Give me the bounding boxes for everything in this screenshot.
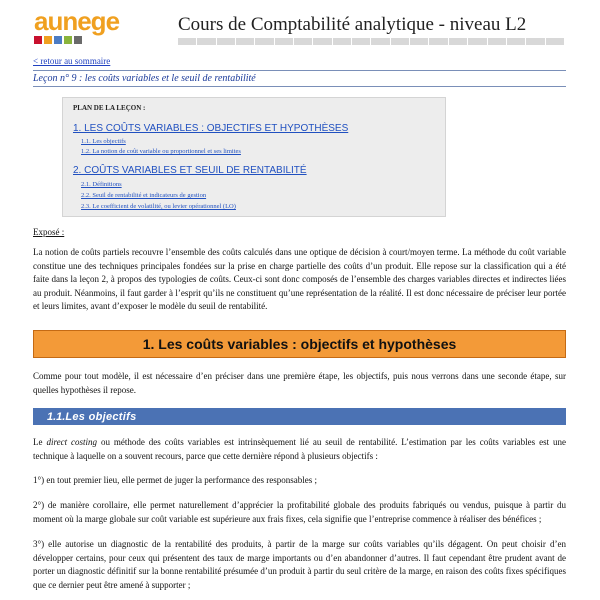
objective-2: 2°) de manière corollaire, elle permet naturellement d’apprécier la profitabilité globale des produits fabriqués ou vendus, puisque à partir du moment où la marge globale sur coût variable est supérieure aux frais fixes, cela signifie que l’entreprise commence à réaliser des bénéfices ; <box>33 500 566 524</box>
page-header <box>0 0 600 50</box>
header-decorative-bar <box>178 38 564 45</box>
expose-label: Exposé : <box>33 227 65 237</box>
direct-costing-prefix: Le <box>33 437 47 447</box>
logo-square <box>74 36 82 44</box>
objective-3: 3°) elle autorise un diagnostic de la rentabilité des produits, à partir de la marge sur coûts variables qu’ils dégagent. On peut choisir d’en développer certains, pour ceux qui présentent des taux de marge importants ou d’en abandonner d’autres. Il faut cependant être prudent avant de porter un diagnostic définitif sur la bonne rentabilité présumée d’un produit à partir du seul critère de la marge, en raison des coûts fixes spécifiques que ce dernier peut être amené à supporter ; <box>33 539 566 590</box>
logo-square <box>54 36 62 44</box>
toc-section-1-link[interactable]: 1. LES COÛTS VARIABLES : OBJECTIFS ET HYPOTHÈSES <box>73 123 349 134</box>
toc-item-1-1-link[interactable]: 1.1. Les objectifs <box>81 138 126 145</box>
subsection-title: Les objectifs <box>65 410 137 423</box>
toc-item-2-1-link[interactable]: 2.1. Définitions <box>81 181 122 188</box>
lesson-plan-heading: PLAN DE LA LEÇON : <box>73 104 146 112</box>
direct-costing-text: ou méthode des coûts variables est intrinsèquement lié au seuil de rentabilité. L’estimation par les coûts variables est une technique à laquelle on a souvent recours, parce que cette dernière répond à plusieurs objectifs : <box>33 437 566 461</box>
lesson-title: Leçon n° 9 : les coûts variables et le seuil de rentabilité <box>33 70 566 87</box>
toc-section-2-link[interactable]: 2. COÛTS VARIABLES ET SEUIL DE RENTABILITÉ <box>73 165 307 176</box>
back-to-summary-link[interactable]: < retour au sommaire <box>33 56 111 66</box>
subsection-1-1-heading <box>33 408 566 425</box>
direct-costing-term: direct costing <box>46 437 98 447</box>
toc-item-2-2-link[interactable]: 2.2. Seuil de rentabilité et indicateurs de gestion <box>81 192 207 199</box>
aunege-logo[interactable]: aunege <box>34 6 120 36</box>
toc-item-2-3-link[interactable]: 2.3. Le coefficient de volatilité, ou levier opérationnel (LO) <box>81 203 236 210</box>
intro-paragraph: La notion de coûts partiels recouvre l’ensemble des coûts calculés dans une optique de décision à court/moyen terme. La méthode du coût variable constitue une des techniques principales fondées sur la prise en charge partielle des coûts d’un produit. Elle repose sur la classification qui a été faite dans la leçon 2, à propos des typologies de coûts. Ceux-ci sont donc composés de l’ensemble des charges variables directes et indirectes liées au produit. Néanmoins, il faut garder à l’esprit qu’ils ne constituent qu’une représentation de la réalité. Il est donc nécessaire de préciser leur portée et leurs limites, avant d’exposer le modèle du seuil de rentabilité. <box>33 247 566 311</box>
toc-item-1-2-link[interactable]: 1.2. La notion de coût variable ou proportionnel et ses limites <box>81 148 241 155</box>
site-title: Cours de Comptabilité analytique - niveau L2 <box>178 14 527 35</box>
logo-square <box>64 36 72 44</box>
direct-costing-paragraph <box>33 436 566 463</box>
lesson-plan-box <box>62 97 446 217</box>
objective-1: 1°) en tout premier lieu, elle permet de juger la performance des responsables ; <box>33 475 317 485</box>
subsection-number: 1.1. <box>47 410 66 423</box>
logo-color-squares <box>34 36 82 44</box>
section-1-heading: 1. Les coûts variables : objectifs et hypothèses <box>33 330 566 358</box>
logo-square <box>34 36 42 44</box>
section-1-intro-paragraph: Comme pour tout modèle, il est nécessaire d’en préciser dans une première étape, les objectifs, puis nous verrons dans une seconde étape, sur quelles hypothèses il repose. <box>33 371 566 395</box>
logo-square <box>44 36 52 44</box>
